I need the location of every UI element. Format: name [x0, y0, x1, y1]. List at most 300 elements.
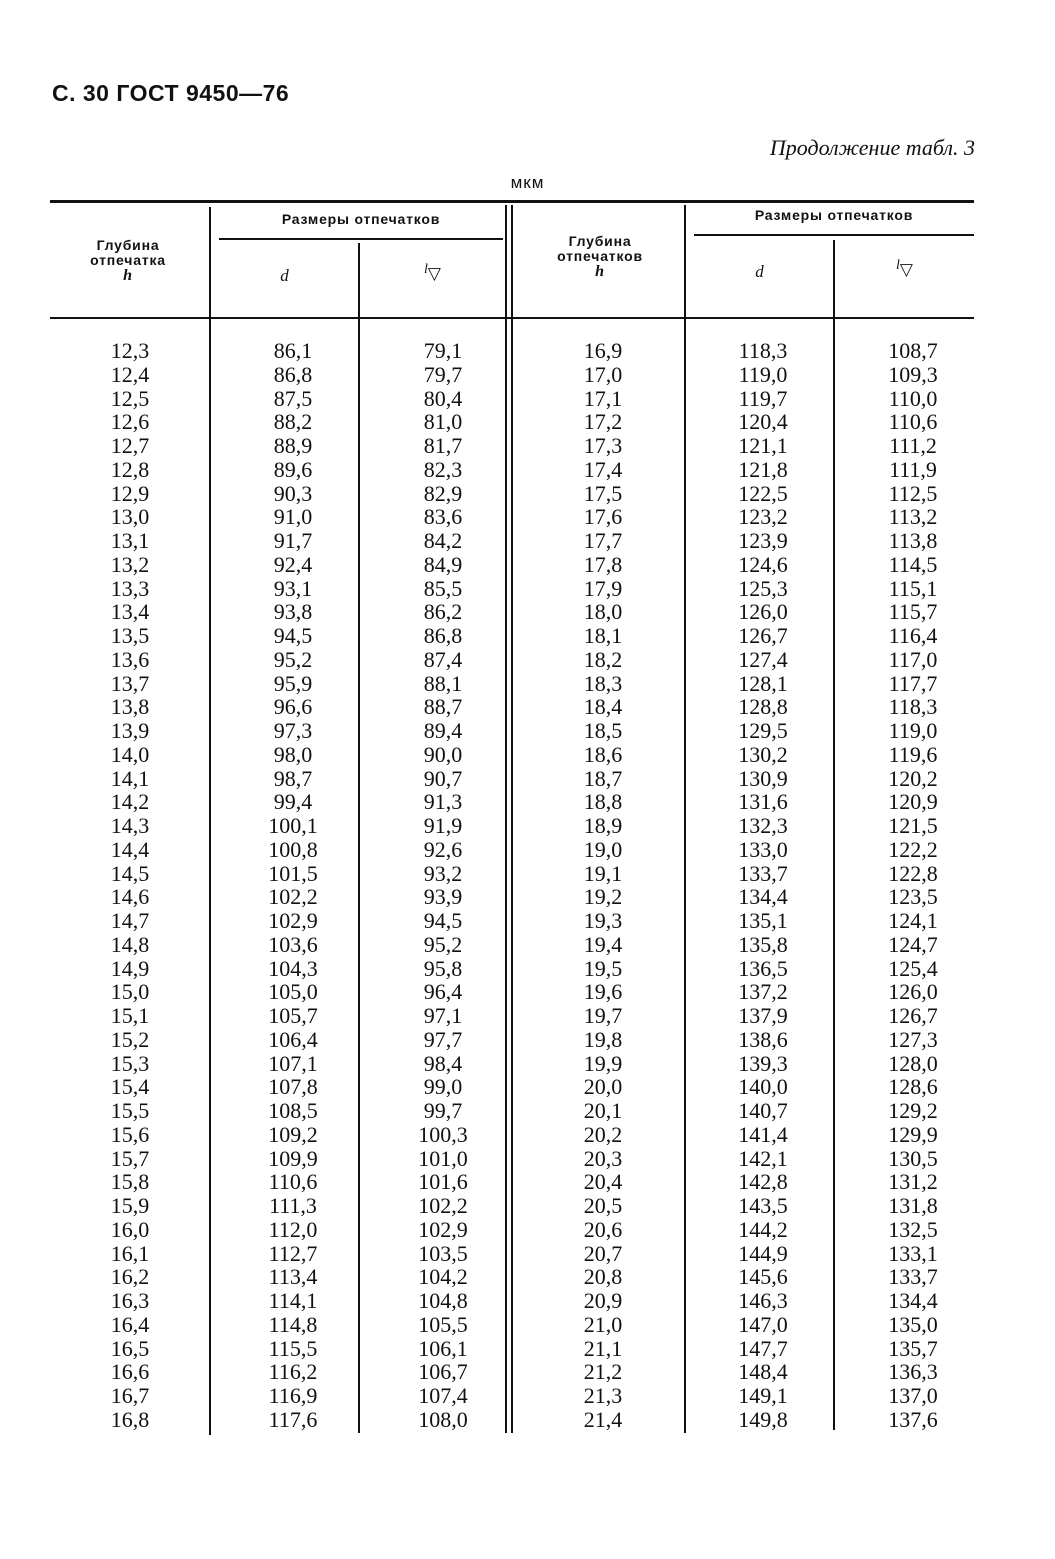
right-depth-cell: 20,2: [583, 1121, 623, 1147]
right-l-cell: 120,9: [888, 789, 938, 815]
right-depth-cell: 20,8: [583, 1264, 623, 1290]
right-d-cell: 146,3: [738, 1288, 788, 1313]
right-depth-cell: 20,7: [583, 1240, 623, 1266]
left-d-cell: 105,0: [268, 979, 318, 1005]
right-d-cell: 130,9: [738, 765, 788, 791]
right-l-cell: 115,7: [888, 599, 938, 625]
right-depth-cell: 20,0: [583, 1074, 623, 1100]
left-col-d-header: d: [280, 266, 289, 285]
left-depth-cell: 13,4: [110, 599, 150, 625]
left-depth-cell: 16,1: [110, 1240, 150, 1266]
right-l-cell: 113,2: [888, 504, 938, 530]
right-l-cell: 128,6: [888, 1074, 938, 1100]
left-d-cell: 100,1: [268, 813, 318, 838]
right-d-cell: 134,4: [738, 884, 788, 910]
left-d-cell: 92,4: [273, 551, 313, 577]
right-d-cell: 135,1: [738, 908, 788, 933]
left-l-cell: 81,0: [423, 409, 463, 435]
left-d-cell: 88,2: [273, 409, 313, 435]
right-l-cell: 113,8: [888, 528, 938, 553]
right-d-cell: 136,5: [738, 955, 788, 981]
right-depth-header: [530, 234, 670, 279]
right-depth-cell: 17,2: [583, 409, 623, 435]
right-depth-cell: 18,9: [583, 813, 623, 838]
right-depth-cell: 17,8: [583, 551, 623, 577]
left-l-cell: 106,1: [418, 1335, 468, 1361]
right-d-cell: 121,1: [738, 433, 788, 458]
left-l-cell: 103,5: [418, 1240, 468, 1266]
right-d-cell: 148,4: [738, 1359, 788, 1385]
right-depth-cell: 20,6: [583, 1216, 623, 1242]
left-depth-cell: 13,1: [110, 528, 150, 553]
right-l-cell: 109,3: [888, 361, 938, 387]
left-l-cell: 79,7: [423, 361, 463, 387]
right-depth-cell: 19,5: [583, 955, 623, 981]
right-d-cell: 137,9: [738, 1003, 788, 1028]
right-depth-cell: 18,0: [583, 599, 623, 625]
units-label: мкм: [510, 173, 545, 192]
right-d-cell: 143,5: [738, 1193, 788, 1218]
right-l-cell: 123,5: [888, 884, 938, 910]
right-depth-cell: 17,0: [583, 361, 623, 387]
right-d-cell: 124,6: [738, 551, 788, 577]
right-l-cell: 110,0: [888, 385, 938, 411]
left-depth-cell: 15,1: [110, 1003, 150, 1028]
right-depth-cell: 19,6: [583, 979, 623, 1005]
left-l-cell: 104,2: [418, 1264, 468, 1290]
right-col-l-letter: l: [896, 258, 900, 273]
divider-right-h: [684, 205, 686, 1433]
left-d-column: [253, 339, 333, 1432]
left-depth-cell: 14,8: [110, 931, 150, 957]
divider-left-d: [358, 243, 360, 1433]
right-depth-cell: 21,4: [583, 1406, 623, 1432]
left-depth-cell: 12,8: [110, 456, 150, 482]
left-d-cell: 95,2: [273, 646, 313, 672]
left-d-cell: 98,7: [273, 765, 313, 791]
right-l-cell: 111,2: [889, 433, 937, 458]
right-depth-cell: 18,4: [583, 694, 623, 720]
left-depth-header-line1: Глубина: [96, 237, 160, 253]
left-l-cell: 91,3: [423, 789, 463, 815]
right-l-cell: 111,9: [889, 456, 937, 482]
left-l-cell: 107,4: [418, 1383, 468, 1408]
left-d-cell: 102,2: [268, 884, 318, 910]
right-l-cell: 130,5: [888, 1145, 938, 1171]
right-depth-column: [563, 339, 643, 1432]
left-depth-header-line2: отпечатка: [90, 252, 166, 268]
left-depth-cell: 16,0: [110, 1216, 150, 1242]
left-d-cell: 112,0: [268, 1216, 318, 1242]
right-depth-cell: 21,3: [583, 1383, 623, 1408]
left-sizes-underline: [219, 238, 503, 240]
left-depth-cell: 14,1: [110, 765, 150, 791]
right-d-cell: 138,6: [738, 1026, 788, 1052]
left-d-cell: 115,5: [268, 1335, 318, 1361]
right-d-cell: 144,9: [738, 1240, 788, 1266]
left-l-cell: 83,6: [423, 504, 463, 530]
right-d-cell: 149,1: [738, 1383, 788, 1408]
left-l-cell: 101,6: [418, 1169, 468, 1195]
left-d-cell: 109,9: [268, 1145, 318, 1171]
right-l-cell: 119,0: [888, 718, 938, 743]
right-d-cell: 147,0: [738, 1311, 788, 1337]
left-d-cell: 89,6: [273, 456, 313, 482]
triangle-down-icon: ▽: [427, 264, 441, 283]
right-l-cell: 117,7: [888, 670, 938, 696]
left-d-cell: 95,9: [273, 670, 313, 696]
right-depth-cell: 20,3: [583, 1145, 623, 1171]
left-col-l-header: [360, 262, 505, 284]
right-depth-cell: 17,3: [583, 433, 623, 458]
left-depth-cell: 15,3: [110, 1050, 150, 1076]
right-l-cell: 131,2: [888, 1169, 938, 1195]
left-depth-cell: 14,0: [110, 741, 150, 767]
right-l-cell: 133,1: [888, 1240, 938, 1266]
right-d-cell: 128,1: [738, 670, 788, 696]
right-l-cell: 120,2: [888, 765, 938, 791]
left-d-cell: 104,3: [268, 955, 318, 981]
right-d-cell: 118,3: [738, 338, 788, 363]
left-d-cell: 108,5: [268, 1098, 318, 1123]
left-d-cell: 114,8: [268, 1311, 318, 1337]
right-l-cell: 121,5: [888, 813, 938, 838]
left-l-cell: 84,2: [423, 528, 463, 553]
left-depth-cell: 12,6: [110, 409, 150, 435]
right-d-cell: 119,0: [738, 361, 788, 387]
left-depth-cell: 16,8: [110, 1406, 150, 1432]
right-d-cell: 137,2: [738, 979, 788, 1005]
left-l-cell: 99,0: [423, 1074, 463, 1100]
left-depth-cell: 15,5: [110, 1098, 150, 1123]
left-l-cell: 82,9: [423, 480, 463, 506]
left-d-cell: 86,8: [273, 361, 313, 387]
left-depth-cell: 12,5: [110, 385, 150, 411]
left-depth-cell: 14,7: [110, 908, 150, 933]
left-l-cell: 86,8: [423, 623, 463, 648]
left-col-l-letter: l: [424, 262, 428, 277]
right-l-cell: 115,1: [888, 575, 938, 601]
left-d-cell: 93,8: [273, 599, 313, 625]
right-depth-cell: 18,3: [583, 670, 623, 696]
left-l-cell: 102,9: [418, 1216, 468, 1242]
left-depth-header: [58, 238, 198, 283]
left-d-cell: 109,2: [268, 1121, 318, 1147]
left-d-cell: 93,1: [273, 575, 313, 601]
right-d-cell: 120,4: [738, 409, 788, 435]
right-depth-cell: 20,9: [583, 1288, 623, 1313]
left-depth-cell: 16,2: [110, 1264, 150, 1290]
right-d-cell: 132,3: [738, 813, 788, 838]
right-d-cell: 149,8: [738, 1406, 788, 1432]
left-l-cell: 88,1: [423, 670, 463, 696]
right-depth-cell: 19,8: [583, 1026, 623, 1052]
right-l-cell: 133,7: [888, 1264, 938, 1290]
right-d-cell: 126,7: [738, 623, 788, 648]
left-depth-cell: 15,6: [110, 1121, 150, 1147]
left-l-cell: 80,4: [423, 385, 463, 411]
left-d-cell: 106,4: [268, 1026, 318, 1052]
left-l-cell: 95,2: [423, 931, 463, 957]
right-l-cell: 124,7: [888, 931, 938, 957]
right-l-cell: 128,0: [888, 1050, 938, 1076]
left-d-cell: 110,6: [268, 1169, 318, 1195]
left-l-cell: 90,7: [423, 765, 463, 791]
left-l-cell: 104,8: [418, 1288, 468, 1313]
table-continuation-caption: Продолжение табл. 3: [769, 135, 975, 160]
left-depth-cell: 14,2: [110, 789, 150, 815]
left-depth-cell: 12,3: [110, 338, 150, 363]
right-l-cell: 134,4: [888, 1288, 938, 1313]
right-d-cell: 139,3: [738, 1050, 788, 1076]
right-depth-cell: 19,1: [583, 860, 623, 886]
right-depth-cell: 16,9: [583, 338, 623, 363]
right-d-cell: 125,3: [738, 575, 788, 601]
left-d-cell: 114,1: [268, 1288, 318, 1313]
page-header: С. 30 ГОСТ 9450—76: [52, 80, 290, 106]
left-l-cell: 97,1: [423, 1003, 463, 1028]
right-l-cell: 135,7: [888, 1335, 938, 1361]
left-depth-column: [90, 339, 170, 1432]
left-depth-cell: 12,7: [110, 433, 150, 458]
right-l-cell: 137,0: [888, 1383, 938, 1408]
right-depth-cell: 17,9: [583, 575, 623, 601]
right-d-cell: 126,0: [738, 599, 788, 625]
left-l-cell: 93,9: [423, 884, 463, 910]
left-d-cell: 101,5: [268, 860, 318, 886]
right-depth-cell: 18,6: [583, 741, 623, 767]
right-depth-cell: 17,1: [583, 385, 623, 411]
left-l-cell: 106,7: [418, 1359, 468, 1385]
left-depth-cell: 15,0: [110, 979, 150, 1005]
right-d-cell: 141,4: [738, 1121, 788, 1147]
right-l-cell: 136,3: [888, 1359, 938, 1385]
left-l-cell: 100,3: [418, 1121, 468, 1147]
left-l-cell: 98,4: [423, 1050, 463, 1076]
right-sizes-underline: [694, 234, 974, 236]
right-d-cell: 147,7: [738, 1335, 788, 1361]
right-l-cell: 137,6: [888, 1406, 938, 1432]
right-depth-cell: 18,2: [583, 646, 623, 672]
right-l-column: [873, 339, 953, 1432]
left-d-cell: 86,1: [273, 338, 313, 363]
right-d-cell: 140,0: [738, 1074, 788, 1100]
right-l-cell: 110,6: [888, 409, 938, 435]
left-d-cell: 116,2: [268, 1359, 318, 1385]
right-l-cell: 124,1: [888, 908, 938, 933]
right-depth-cell: 17,5: [583, 480, 623, 506]
right-d-column: [723, 339, 803, 1432]
left-d-cell: 102,9: [268, 908, 318, 933]
left-depth-cell: 15,4: [110, 1074, 150, 1100]
left-l-cell: 79,1: [423, 338, 463, 363]
left-depth-cell: 13,9: [110, 718, 150, 743]
right-depth-cell: 17,4: [583, 456, 623, 482]
right-depth-cell: 18,1: [583, 623, 623, 648]
left-l-cell: 85,5: [423, 575, 463, 601]
left-l-cell: 87,4: [423, 646, 463, 672]
right-d-cell: 128,8: [738, 694, 788, 720]
right-l-cell: 127,3: [888, 1026, 938, 1052]
left-d-cell: 107,1: [268, 1050, 318, 1076]
right-d-cell: 130,2: [738, 741, 788, 767]
right-l-cell: 129,2: [888, 1098, 938, 1123]
right-l-cell: 114,5: [888, 551, 938, 577]
left-depth-cell: 13,3: [110, 575, 150, 601]
right-col-d-header: d: [755, 262, 764, 281]
right-l-cell: 132,5: [888, 1216, 938, 1242]
left-l-cell: 91,9: [423, 813, 463, 838]
left-depth-header-symbol: h: [123, 267, 133, 284]
right-sizes-header: Размеры отпечатков: [754, 207, 914, 223]
right-l-cell: 126,7: [888, 1003, 938, 1028]
right-depth-header-line2: отпечатков: [557, 248, 643, 264]
left-d-cell: 98,0: [273, 741, 313, 767]
right-d-cell: 123,9: [738, 528, 788, 553]
left-l-cell: 99,7: [423, 1098, 463, 1123]
right-d-cell: 121,8: [738, 456, 788, 482]
left-d-cell: 91,7: [273, 528, 313, 553]
left-depth-cell: 14,5: [110, 860, 150, 886]
left-l-cell: 93,2: [423, 860, 463, 886]
left-depth-cell: 16,6: [110, 1359, 150, 1385]
left-l-cell: 108,0: [418, 1406, 468, 1432]
left-depth-cell: 14,6: [110, 884, 150, 910]
right-depth-cell: 18,7: [583, 765, 623, 791]
left-depth-cell: 16,7: [110, 1383, 150, 1408]
left-d-cell: 111,3: [269, 1193, 317, 1218]
left-d-cell: 97,3: [273, 718, 313, 743]
left-d-cell: 100,8: [268, 836, 318, 862]
right-d-cell: 131,6: [738, 789, 788, 815]
left-d-cell: 107,8: [268, 1074, 318, 1100]
left-l-cell: 86,2: [423, 599, 463, 625]
right-l-cell: 131,8: [888, 1193, 938, 1218]
left-l-cell: 95,8: [423, 955, 463, 981]
left-depth-cell: 13,5: [110, 623, 150, 648]
right-l-cell: 129,9: [888, 1121, 938, 1147]
right-depth-cell: 21,2: [583, 1359, 623, 1385]
right-depth-cell: 19,7: [583, 1003, 623, 1028]
right-d-cell: 142,8: [738, 1169, 788, 1195]
right-depth-cell: 18,5: [583, 718, 623, 743]
left-depth-cell: 12,4: [110, 361, 150, 387]
right-l-cell: 108,7: [888, 338, 938, 363]
left-d-cell: 91,0: [273, 504, 313, 530]
left-depth-cell: 16,4: [110, 1311, 150, 1337]
left-depth-cell: 15,8: [110, 1169, 150, 1195]
right-depth-cell: 17,6: [583, 504, 623, 530]
left-l-cell: 94,5: [423, 908, 463, 933]
left-depth-cell: 15,2: [110, 1026, 150, 1052]
right-d-cell: 129,5: [738, 718, 788, 743]
right-d-cell: 133,7: [738, 860, 788, 886]
right-l-cell: 126,0: [888, 979, 938, 1005]
left-l-cell: 89,4: [423, 718, 463, 743]
table-top-rule: [50, 200, 974, 203]
right-depth-cell: 19,4: [583, 931, 623, 957]
right-l-cell: 122,8: [888, 860, 938, 886]
left-l-cell: 102,2: [418, 1193, 468, 1218]
right-d-cell: 127,4: [738, 646, 788, 672]
left-l-cell: 101,0: [418, 1145, 468, 1171]
left-l-cell: 92,6: [423, 836, 463, 862]
left-d-cell: 88,9: [273, 433, 313, 458]
left-l-column: [403, 339, 483, 1432]
right-l-cell: 122,2: [888, 836, 938, 862]
left-d-cell: 117,6: [268, 1406, 318, 1432]
left-l-cell: 105,5: [418, 1311, 468, 1337]
right-d-cell: 122,5: [738, 480, 788, 506]
left-d-cell: 99,4: [273, 789, 313, 815]
left-depth-cell: 13,6: [110, 646, 150, 672]
left-l-cell: 90,0: [423, 741, 463, 767]
right-d-cell: 119,7: [738, 385, 788, 411]
left-l-cell: 97,7: [423, 1026, 463, 1052]
right-col-l-header: [835, 258, 974, 280]
right-l-cell: 119,6: [888, 741, 938, 767]
right-depth-cell: 18,8: [583, 789, 623, 815]
right-l-cell: 116,4: [888, 623, 938, 648]
right-depth-header-symbol: h: [595, 263, 605, 280]
right-d-cell: 135,8: [738, 931, 788, 957]
left-l-cell: 82,3: [423, 456, 463, 482]
left-depth-cell: 13,2: [110, 551, 150, 577]
right-l-cell: 118,3: [888, 694, 938, 720]
right-d-cell: 140,7: [738, 1098, 788, 1123]
divider-left-h: [209, 207, 211, 1435]
left-depth-cell: 14,9: [110, 955, 150, 981]
right-depth-cell: 21,0: [583, 1311, 623, 1337]
right-depth-cell: 19,0: [583, 836, 623, 862]
left-depth-cell: 14,4: [110, 836, 150, 862]
right-d-cell: 142,1: [738, 1145, 788, 1171]
left-l-cell: 96,4: [423, 979, 463, 1005]
right-depth-cell: 19,9: [583, 1050, 623, 1076]
right-depth-cell: 20,5: [583, 1193, 623, 1218]
triangle-down-icon: ▽: [899, 260, 913, 279]
left-d-cell: 103,6: [268, 931, 318, 957]
right-depth-cell: 20,4: [583, 1169, 623, 1195]
left-depth-cell: 13,8: [110, 694, 150, 720]
left-l-cell: 84,9: [423, 551, 463, 577]
right-depth-cell: 17,7: [583, 528, 623, 553]
left-depth-cell: 16,3: [110, 1288, 150, 1313]
right-d-cell: 123,2: [738, 504, 788, 530]
left-d-cell: 113,4: [268, 1264, 318, 1290]
right-depth-cell: 19,2: [583, 884, 623, 910]
left-depth-cell: 13,7: [110, 670, 150, 696]
left-d-cell: 87,5: [273, 385, 313, 411]
right-depth-cell: 21,1: [583, 1335, 623, 1361]
right-l-cell: 112,5: [888, 480, 938, 506]
left-depth-cell: 12,9: [110, 480, 150, 506]
left-depth-cell: 13,0: [110, 504, 150, 530]
left-depth-cell: 14,3: [110, 813, 150, 838]
right-depth-cell: 19,3: [583, 908, 623, 933]
left-sizes-header: Размеры отпечатков: [281, 211, 441, 227]
left-d-cell: 90,3: [273, 480, 313, 506]
left-d-cell: 116,9: [268, 1383, 318, 1408]
right-depth-cell: 20,1: [583, 1098, 623, 1123]
right-depth-header-line1: Глубина: [568, 233, 632, 249]
left-d-cell: 112,7: [268, 1240, 318, 1266]
left-depth-cell: 15,7: [110, 1145, 150, 1171]
right-l-cell: 125,4: [888, 955, 938, 981]
left-d-cell: 94,5: [273, 623, 313, 648]
divider-center-a: [505, 205, 507, 1433]
divider-right-d: [833, 240, 835, 1430]
